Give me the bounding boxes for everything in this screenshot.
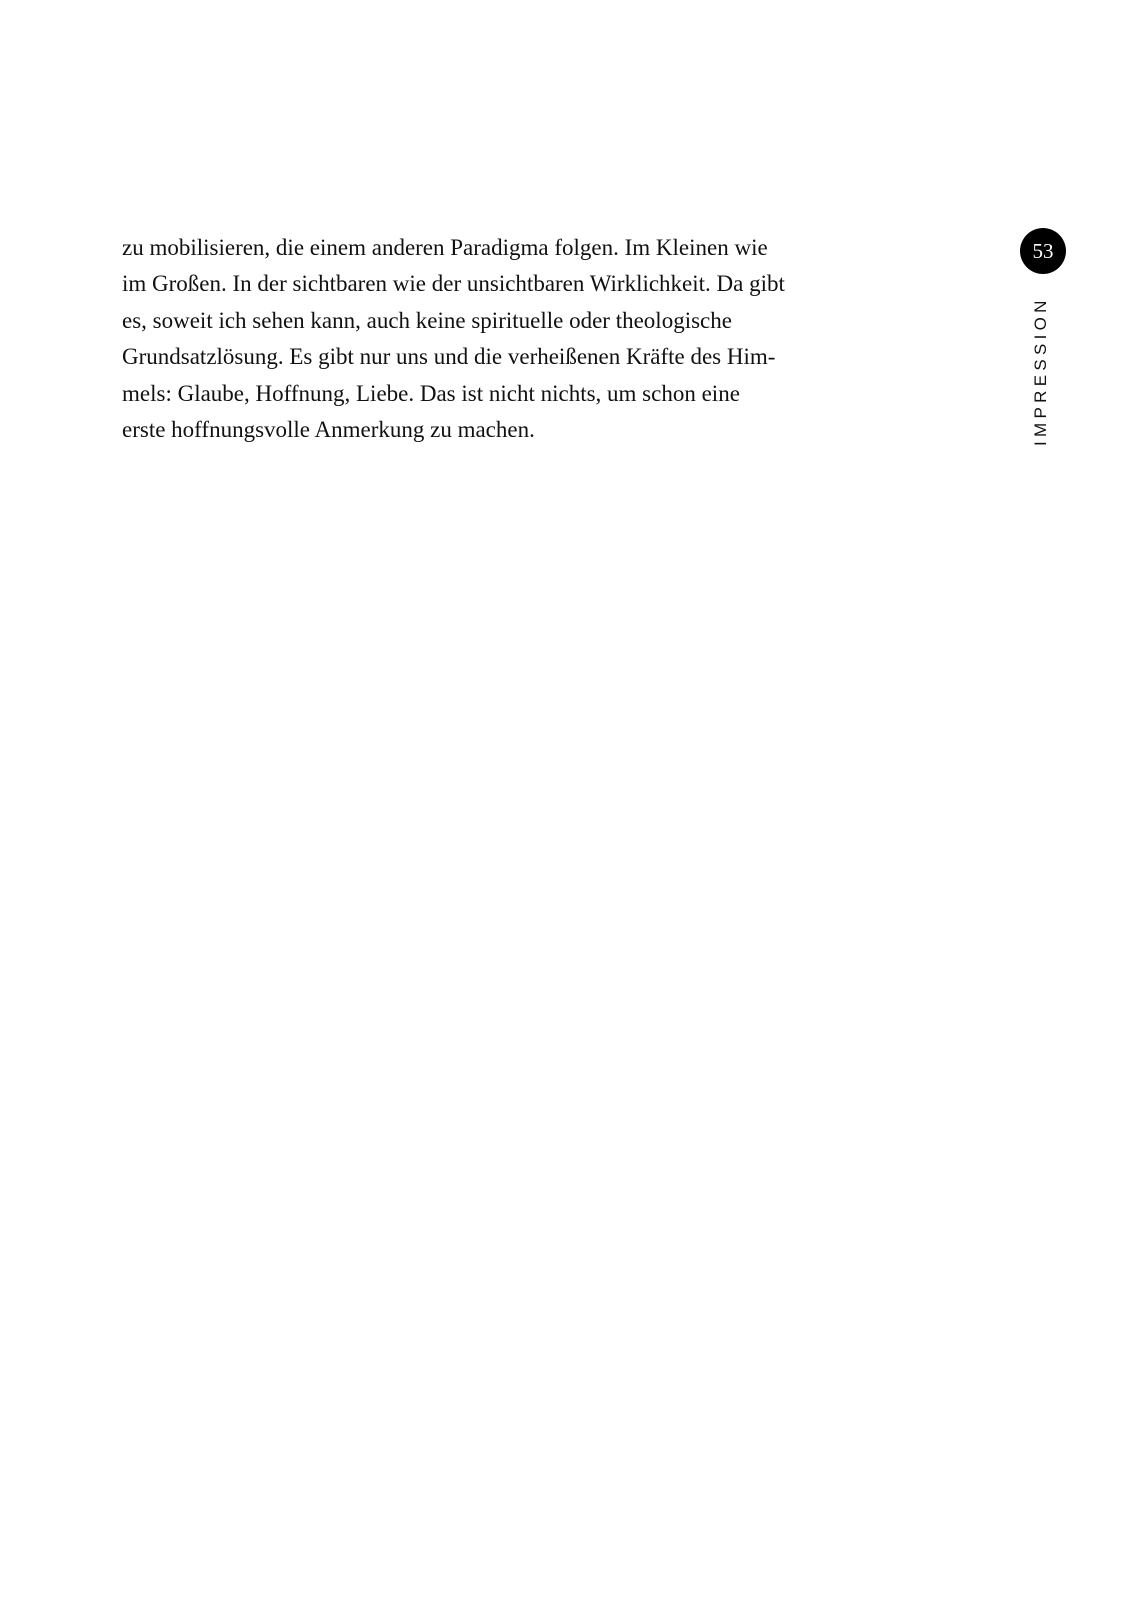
- text-line: erste hoffnungsvolle Anmerkung zu machen.: [122, 417, 535, 443]
- text-line: zu mobilisieren, die einem anderen Paradigma folgen. Im Kleinen wie: [122, 235, 768, 260]
- section-label-container: [1031, 296, 1055, 452]
- page-number-badge: 53: [1020, 228, 1066, 274]
- body-paragraph: [122, 230, 862, 448]
- section-label: IMPRESSION: [1031, 296, 1050, 446]
- text-line: im Großen. In der sichtbaren wie der unsichtbaren Wirklichkeit. Da gibt: [122, 271, 785, 297]
- text-line: es, soweit ich sehen kann, auch keine spirituelle oder theologische: [122, 307, 732, 333]
- text-line: Grundsatzlösung. Es gibt nur uns und die verheißenen Kräfte des Him-: [122, 344, 776, 370]
- text-line: mels: Glaube, Hoffnung, Liebe. Das ist nicht nichts, um schon eine: [122, 380, 740, 406]
